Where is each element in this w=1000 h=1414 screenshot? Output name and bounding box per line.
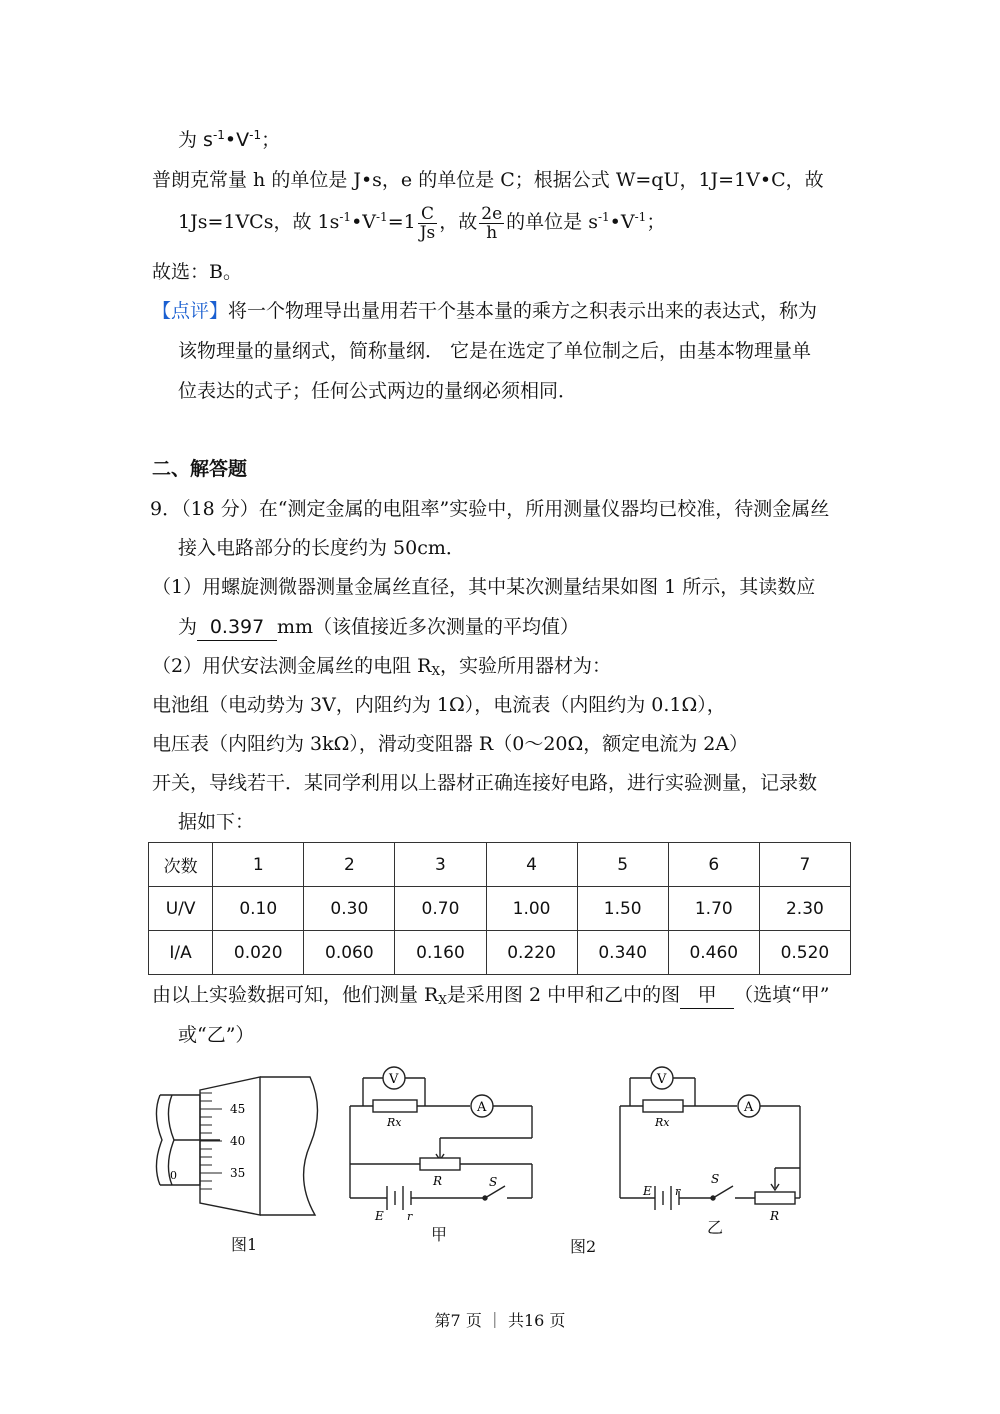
table-cell: 0.020	[213, 931, 304, 975]
circuit-jia	[345, 1058, 545, 1228]
answer-choice-line: 故选：B。	[152, 261, 242, 283]
line-text: （选填“甲”	[734, 984, 830, 1006]
subscript: X	[438, 993, 447, 1007]
fraction-numerator: 2e	[481, 203, 503, 224]
micrometer-tick-label: 35	[230, 1166, 246, 1180]
line-text: 1Js=1VCs，故 1s	[178, 211, 340, 233]
table-cell: 0.460	[668, 931, 759, 975]
table-row-voltage	[149, 887, 851, 931]
fraction-numerator: C	[418, 205, 438, 224]
voltmeter-label: V	[389, 1072, 399, 1087]
ammeter-label: A	[744, 1100, 754, 1115]
exponent: -1	[376, 210, 388, 224]
line-text: （2）用伏安法测金属丝的电阻 R	[152, 655, 432, 677]
comment-line-1	[152, 298, 817, 324]
line-text: ，故	[439, 211, 478, 233]
line-text: 为	[178, 616, 198, 638]
table-cell: 0.70	[395, 887, 486, 931]
table-cell: I/A	[149, 931, 213, 975]
line-text: •V	[609, 211, 635, 233]
ammeter-label: A	[477, 1100, 487, 1115]
micrometer-zero-label: 0	[170, 1169, 177, 1182]
fraction-denominator: h	[486, 222, 498, 243]
table-cell: 1	[213, 843, 304, 887]
equipment-line-1: 电池组（电动势为 3V，内阻约为 1Ω），电流表（内阻约为 0.1Ω），	[152, 694, 726, 716]
r-internal-label: r	[675, 1185, 681, 1198]
table-cell: 4	[486, 843, 577, 887]
equipment-line-3: 开关，导线若干．某同学利用以上器材正确连接好电路，进行实验测量，记录数	[152, 772, 818, 794]
derivation-line-1	[178, 127, 280, 153]
r-internal-label: r	[407, 1210, 413, 1223]
exponent: -1	[597, 210, 610, 224]
table-cell: 3	[395, 843, 486, 887]
table-cell: 0.340	[577, 931, 668, 975]
fraction-denominator: Js	[419, 222, 436, 243]
line-text: mm（该值接近多次测量的平均值）	[277, 616, 580, 638]
s-label: S	[489, 1175, 498, 1189]
conclusion-line-2: 或“乙”）	[178, 1024, 255, 1046]
line-text: 的单位是 s	[506, 211, 598, 233]
figure-2-caption: 图2	[570, 1237, 597, 1256]
part-2-line-1	[152, 653, 611, 679]
circuit-jia-caption: 甲	[431, 1225, 448, 1244]
fraction-2e-over-h	[479, 205, 504, 242]
table-cell: 5	[577, 843, 668, 887]
line-text: 是采用图 2 中甲和乙中的图	[446, 984, 681, 1006]
line-text: =1	[387, 211, 416, 233]
line-text: ；	[261, 129, 281, 151]
table-cell: 0.160	[395, 931, 486, 975]
line-text: ；	[646, 211, 666, 233]
circuit-yi	[615, 1058, 815, 1228]
line-text: 由以上实验数据可知，他们测量 R	[152, 984, 439, 1006]
fraction-c-over-js	[418, 205, 438, 242]
question-9-line-2: 接入电路部分的长度约为 50cm．	[178, 537, 465, 559]
table-row-current	[149, 931, 851, 975]
comment-line-2: 该物理量的量纲式，简称量纲． 它是在选定了单位制之后，由基本物理量单	[178, 340, 812, 362]
voltmeter-label: V	[657, 1072, 667, 1087]
resistor-rx	[373, 1100, 417, 1112]
equipment-line-4: 据如下：	[178, 811, 255, 833]
equipment-line-2: 电压表（内阻约为 3kΩ），滑动变阻器 R（0～20Ω，额定电流为 2A）	[152, 733, 749, 755]
s-label: S	[711, 1172, 720, 1186]
comment-tag: 【点评】	[152, 300, 229, 322]
rx-label: Rx	[655, 1116, 670, 1129]
table-cell: 1.70	[668, 887, 759, 931]
page-footer: 第7 页 ｜ 共16 页	[434, 1311, 566, 1330]
subscript: X	[431, 664, 440, 678]
comment-line-3: 位表达的式子；任何公式两边的量纲必须相同．	[178, 380, 578, 402]
exponent: -1	[249, 128, 262, 142]
table-cell: 0.520	[759, 931, 850, 975]
part-1-line-1: （1）用螺旋测微器测量金属丝直径，其中某次测量结果如图 1 所示，其读数应	[152, 576, 816, 598]
answer-blank-circuit: 甲	[680, 982, 734, 1009]
rheostat-r	[420, 1158, 460, 1170]
table-cell: 次数	[149, 843, 213, 887]
measurement-table	[148, 842, 851, 975]
table-cell: 1.00	[486, 887, 577, 931]
figure-1-caption: 图1	[231, 1235, 258, 1254]
r-label: R	[770, 1209, 780, 1223]
table-cell: 7	[759, 843, 850, 887]
e-label: E	[643, 1184, 652, 1198]
derivation-line-3	[178, 200, 665, 244]
table-cell: 0.10	[213, 887, 304, 931]
table-cell: U/V	[149, 887, 213, 931]
micrometer-tick-label: 40	[230, 1134, 246, 1148]
table-cell: 2	[304, 843, 395, 887]
micrometer-figure	[150, 1075, 330, 1225]
rheostat-r	[755, 1192, 795, 1204]
table-cell: 0.220	[486, 931, 577, 975]
line-text: 为 s	[178, 129, 213, 151]
circuit-yi-caption: 乙	[707, 1218, 724, 1237]
table-cell: 6	[668, 843, 759, 887]
r-label: R	[433, 1174, 443, 1188]
part-1-line-2	[178, 614, 579, 641]
resistor-rx	[643, 1100, 683, 1112]
table-row-header	[149, 843, 851, 887]
table-cell: 0.30	[304, 887, 395, 931]
exponent: -1	[339, 210, 352, 224]
conclusion-line-1	[152, 982, 830, 1009]
line-text: •V	[351, 211, 376, 233]
table-cell: 0.060	[304, 931, 395, 975]
table-cell: 1.50	[577, 887, 668, 931]
derivation-line-2: 普朗克常量 h 的单位是 J•s，e 的单位是 C；根据公式 W=qU，1J=1V•C，故	[152, 169, 824, 191]
exponent: -1	[634, 210, 647, 224]
micrometer-tick-label: 45	[230, 1102, 246, 1116]
line-text: •V	[224, 129, 250, 151]
exponent: -1	[212, 128, 225, 142]
question-9-line-1: 9．（18 分）在“测定金属的电阻率”实验中，所用测量仪器均已校准，待测金属丝	[150, 498, 830, 520]
section-title: 二、解答题	[152, 458, 248, 480]
line-text: ，实验所用器材为：	[439, 655, 611, 677]
answer-blank-reading: 0.397	[197, 614, 277, 641]
comment-text: 将一个物理导出量用若干个基本量的乘方之积表示出来的表达式，称为	[228, 300, 818, 322]
rx-label: Rx	[387, 1116, 402, 1129]
table-cell: 2.30	[759, 887, 850, 931]
e-label: E	[375, 1209, 384, 1223]
